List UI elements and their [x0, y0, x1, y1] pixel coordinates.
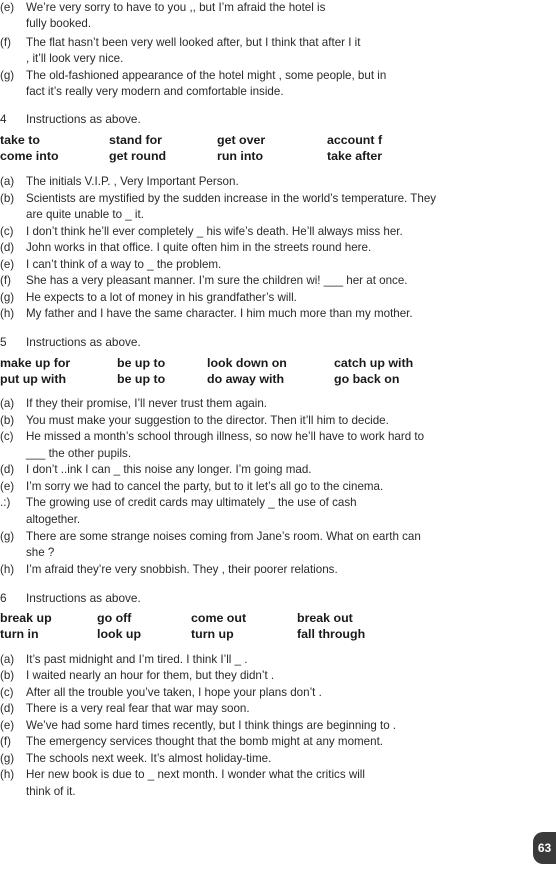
item-text: I waited nearly an hour for them, but they didn’t .: [26, 669, 275, 682]
item-text: , it’ll look very nice.: [26, 52, 124, 65]
item-text: I’m afraid they’re very snobbish. They , their poorer relations.: [26, 563, 338, 576]
item-text: We’re very sorry to have to you ,, but I’m afraid the hotel is: [26, 1, 326, 14]
item-text: The old-fashioned appearance of the hotel might , some people, but in: [26, 69, 387, 82]
item-text: There is a very real fear that war may soon.: [26, 702, 250, 715]
phrasal-verb: get round: [109, 149, 167, 163]
item-text: she ?: [26, 546, 55, 559]
section-number: 5: [0, 335, 7, 349]
item-text: There are some strange noises coming from Jane’s room. What on earth can: [26, 530, 421, 543]
phrasal-verb: be up to: [117, 372, 166, 386]
item-text: John works in that office. I quite often him in the streets round here.: [26, 241, 372, 254]
phrasal-verb: make up for: [0, 356, 71, 370]
phrasal-verb: break out: [297, 611, 353, 625]
phrasal-verb: look down on: [207, 356, 287, 370]
item-label: (h): [0, 563, 15, 576]
item-text: If they their promise, I’ll never trust them again.: [26, 397, 267, 410]
item-label: .:): [0, 496, 11, 509]
item-label: (h): [0, 768, 15, 781]
section-number: 6: [0, 591, 7, 605]
item-text: ___ the other pupils.: [26, 447, 132, 460]
item-label: (g): [0, 752, 15, 765]
item-label: (d): [0, 241, 15, 254]
phrasal-verb: take after: [327, 149, 383, 163]
item-label: (h): [0, 307, 15, 320]
item-label: (c): [0, 430, 14, 443]
item-text: think of it.: [26, 785, 76, 798]
item-text: are quite unable to _ it.: [26, 208, 144, 221]
item-text: Scientists are mystified by the sudden increase in the world’s temperature. They: [26, 192, 437, 205]
item-label: (f): [0, 36, 11, 49]
item-label: (a): [0, 175, 15, 188]
item-label: (a): [0, 397, 15, 410]
item-label: (g): [0, 69, 15, 82]
phrasal-verb: fall through: [297, 627, 366, 641]
item-text: I can’t think of a way to _ the problem.: [26, 258, 222, 271]
section-instructions: Instructions as above.: [26, 335, 141, 349]
phrasal-verb: turn up: [191, 627, 234, 641]
item-label: (e): [0, 719, 15, 732]
item-text: She has a very pleasant manner. I’m sure the children wi! ___ her at once.: [26, 274, 408, 287]
phrasal-verb: look up: [97, 627, 142, 641]
item-text: The schools next week. It’s almost holiday-time.: [26, 752, 272, 765]
item-text: He expects to a lot of money in his grandfather’s will.: [26, 291, 297, 304]
item-label: (g): [0, 530, 15, 543]
phrasal-verb: do away with: [207, 372, 285, 386]
phrasal-verb: account f: [327, 133, 383, 147]
item-text: The flat hasn’t been very well looked after, but I think that after I it: [26, 36, 361, 49]
item-label: (d): [0, 702, 15, 715]
phrasal-verb: go back on: [334, 372, 400, 386]
item-text: The initials V.I.P. , Very Important Person.: [26, 175, 239, 188]
item-label: (a): [0, 653, 15, 666]
phrasal-verb: turn in: [0, 627, 39, 641]
item-label: (b): [0, 414, 15, 427]
page-number: 63: [533, 832, 556, 864]
phrasal-verb: take to: [0, 133, 40, 147]
item-text: You must make your suggestion to the director. Then it’ll him to decide.: [26, 414, 389, 427]
item-text: After all the trouble you’ve taken, I hope your plans don’t .: [26, 686, 322, 699]
phrasal-verb: come into: [0, 149, 59, 163]
item-label: (c): [0, 225, 14, 238]
item-label: (f): [0, 735, 11, 748]
item-label: (d): [0, 463, 15, 476]
item-label: (b): [0, 192, 15, 205]
item-text: Her new book is due to _ next month. I wonder what the critics will: [26, 768, 365, 781]
item-text: I’m sorry we had to cancel the party, but to it let’s all go to the cinema.: [26, 480, 384, 493]
item-label: (e): [0, 258, 15, 271]
item-text: The growing use of credit cards may ultimately _ the use of cash: [26, 496, 357, 509]
phrasal-verb: stand for: [109, 133, 163, 147]
phrasal-verb: go off: [97, 611, 132, 625]
item-label: (b): [0, 669, 15, 682]
item-text: altogether.: [26, 513, 81, 526]
phrasal-verb: run into: [217, 149, 264, 163]
item-label: (g): [0, 291, 15, 304]
item-text: fully booked.: [26, 17, 92, 30]
section-number: 4: [0, 112, 7, 126]
item-label: (e): [0, 480, 15, 493]
phrasal-verb: put up with: [0, 372, 67, 386]
phrasal-verb: get over: [217, 133, 266, 147]
section-instructions: Instructions as above.: [26, 591, 141, 605]
phrasal-verb: come out: [191, 611, 247, 625]
item-text: My father and I have the same character. I him much more than my mother.: [26, 307, 413, 320]
item-label: (e): [0, 1, 15, 14]
item-label: (c): [0, 686, 14, 699]
item-text: He missed a month’s school through illness, so now he’ll have to work hard to: [26, 430, 425, 443]
phrasal-verb: break up: [0, 611, 52, 625]
item-text: We’ve had some hard times recently, but I think things are beginning to .: [26, 719, 397, 732]
phrasal-verb: be up to: [117, 356, 166, 370]
section-instructions: Instructions as above.: [26, 112, 141, 126]
item-text: I don’t think he’ll ever completely _ his wife’s death. He’ll always miss her.: [26, 225, 403, 238]
item-label: (f): [0, 274, 11, 287]
phrasal-verb: catch up with: [334, 356, 414, 370]
item-text: fact it’s really very modern and comfortable inside.: [26, 85, 284, 98]
item-text: It’s past midnight and I’m tired. I think I’ll _ .: [26, 653, 248, 666]
item-text: The emergency services thought that the bomb might at any moment.: [26, 735, 384, 748]
item-text: I don’t ..ink I can _ this noise any longer. I’m going mad.: [26, 463, 312, 476]
